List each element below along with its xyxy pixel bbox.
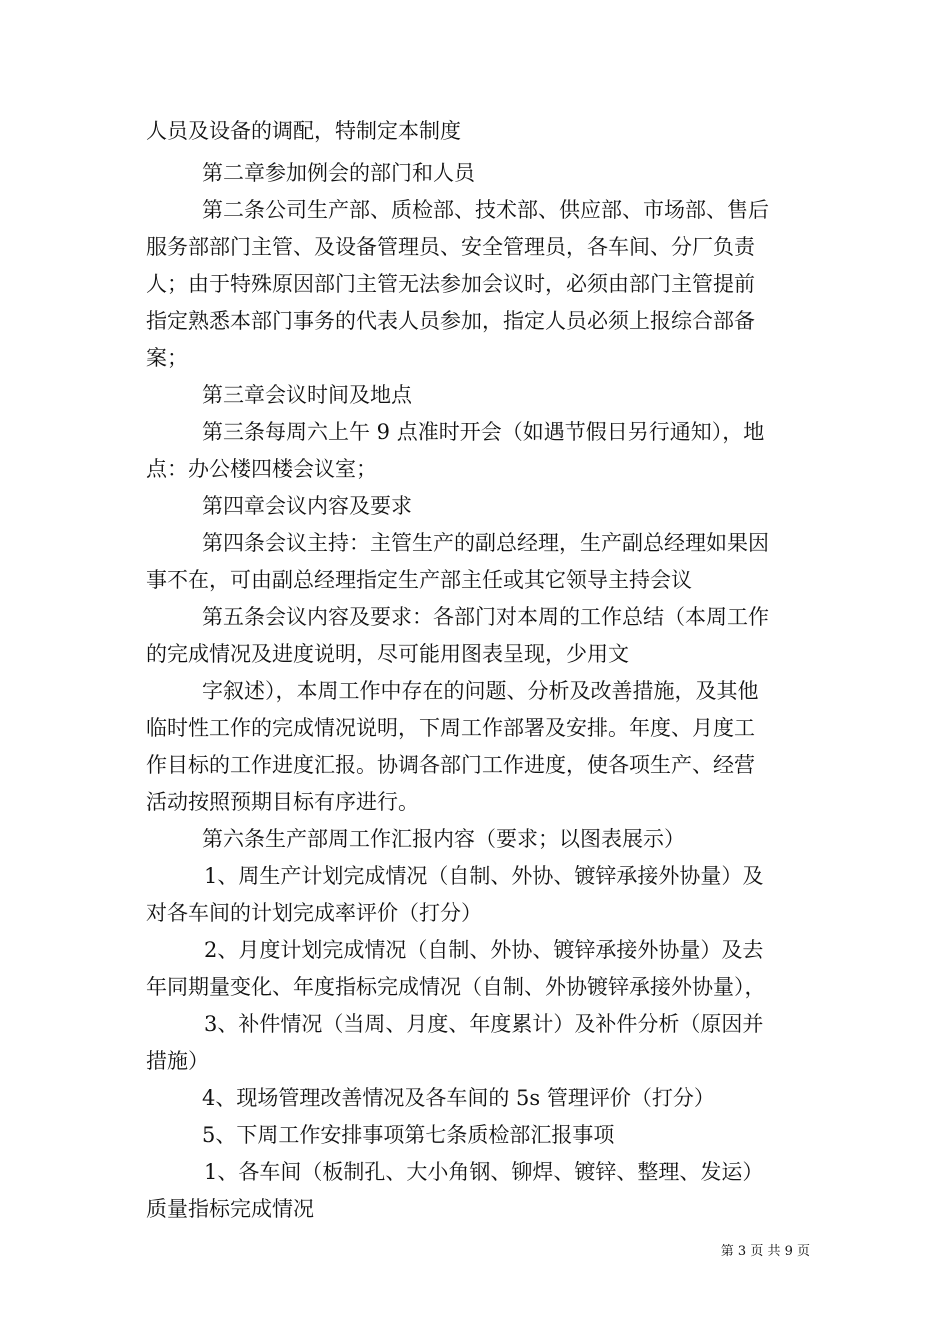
- article-5-line-3: 字叙述），本周工作中存在的问题、分析及改善措施，及其他: [202, 679, 759, 703]
- article-6-heading: 第六条生产部周工作汇报内容（要求；以图表展示）: [202, 827, 685, 851]
- article-2-line-3: 人；由于特殊原因部门主管无法参加会议时，必须由部门主管提前: [146, 272, 755, 296]
- article-4-line-1: 第四条会议主持：主管生产的副总经理，生产副总经理如果因: [202, 531, 769, 555]
- article-2-line-4: 指定熟悉本部门事务的代表人员参加，指定人员必须上报综合部备: [146, 309, 755, 333]
- article-5-line-2: 的完成情况及进度说明，尽可能用图表呈现，少用文: [146, 642, 629, 666]
- article-6-item-2-line-1: 2、月度计划完成情况（自制、外协、镀锌承接外协量）及去: [204, 938, 764, 962]
- chapter-2-heading: 第二章参加例会的部门和人员: [202, 161, 475, 185]
- article-6-item-3-line-1: 3、补件情况（当周、月度、年度累计）及补件分析（原因并: [204, 1012, 764, 1036]
- page-number: 第 3 页 共 9 页: [720, 1244, 810, 1259]
- article-5-line-4: 临时性工作的完成情况说明，下周工作部署及安排。年度、月度工: [146, 716, 755, 740]
- article-6-item-1-line-1: 1、周生产计划完成情况（自制、外协、镀锌承接外协量）及: [204, 864, 764, 888]
- article-2-line-1: 第二条公司生产部、质检部、技术部、供应部、市场部、售后: [202, 198, 769, 222]
- article-7-item-1-line-1: 1、各车间（板制孔、大小角钢、铆焊、镀锌、整理、发运）: [204, 1160, 764, 1184]
- text-line-1: 人员及设备的调配，特制定本制度: [146, 119, 461, 143]
- article-4-line-2: 事不在，可由副总经理指定生产部主任或其它领导主持会议: [146, 568, 692, 592]
- article-5-line-5: 作目标的工作进度汇报。协调各部门工作进度，使各项生产、经营: [146, 753, 755, 777]
- article-2-line-5: 案；: [146, 346, 188, 370]
- article-5-line-6: 活动按照预期目标有序进行。: [146, 790, 419, 814]
- article-3-line-1: 第三条每周六上午 9 点准时开会（如遇节假日另行通知），地: [202, 420, 765, 444]
- chapter-4-heading: 第四章会议内容及要求: [202, 494, 412, 518]
- article-2-line-2: 服务部部门主管、及设备管理员、安全管理员，各车间、分厂负责: [146, 235, 755, 259]
- article-6-item-5: 5、下周工作安排事项第七条质检部汇报事项: [202, 1123, 615, 1147]
- article-3-line-2: 点：办公楼四楼会议室；: [146, 457, 377, 481]
- article-6-item-4: 4、现场管理改善情况及各车间的 5s 管理评价（打分）: [202, 1086, 715, 1110]
- chapter-3-heading: 第三章会议时间及地点: [202, 383, 412, 407]
- article-6-item-3-line-2: 措施）: [146, 1049, 209, 1073]
- article-6-item-2-line-2: 年同期量变化、年度指标完成情况（自制、外协镀锌承接外协量），: [146, 975, 766, 999]
- article-6-item-1-line-2: 对各车间的计划完成率评价（打分）: [146, 901, 482, 925]
- article-5-line-1: 第五条会议内容及要求：各部门对本周的工作总结（本周工作: [202, 605, 769, 629]
- article-7-item-1-line-2: 质量指标完成情况: [146, 1197, 314, 1221]
